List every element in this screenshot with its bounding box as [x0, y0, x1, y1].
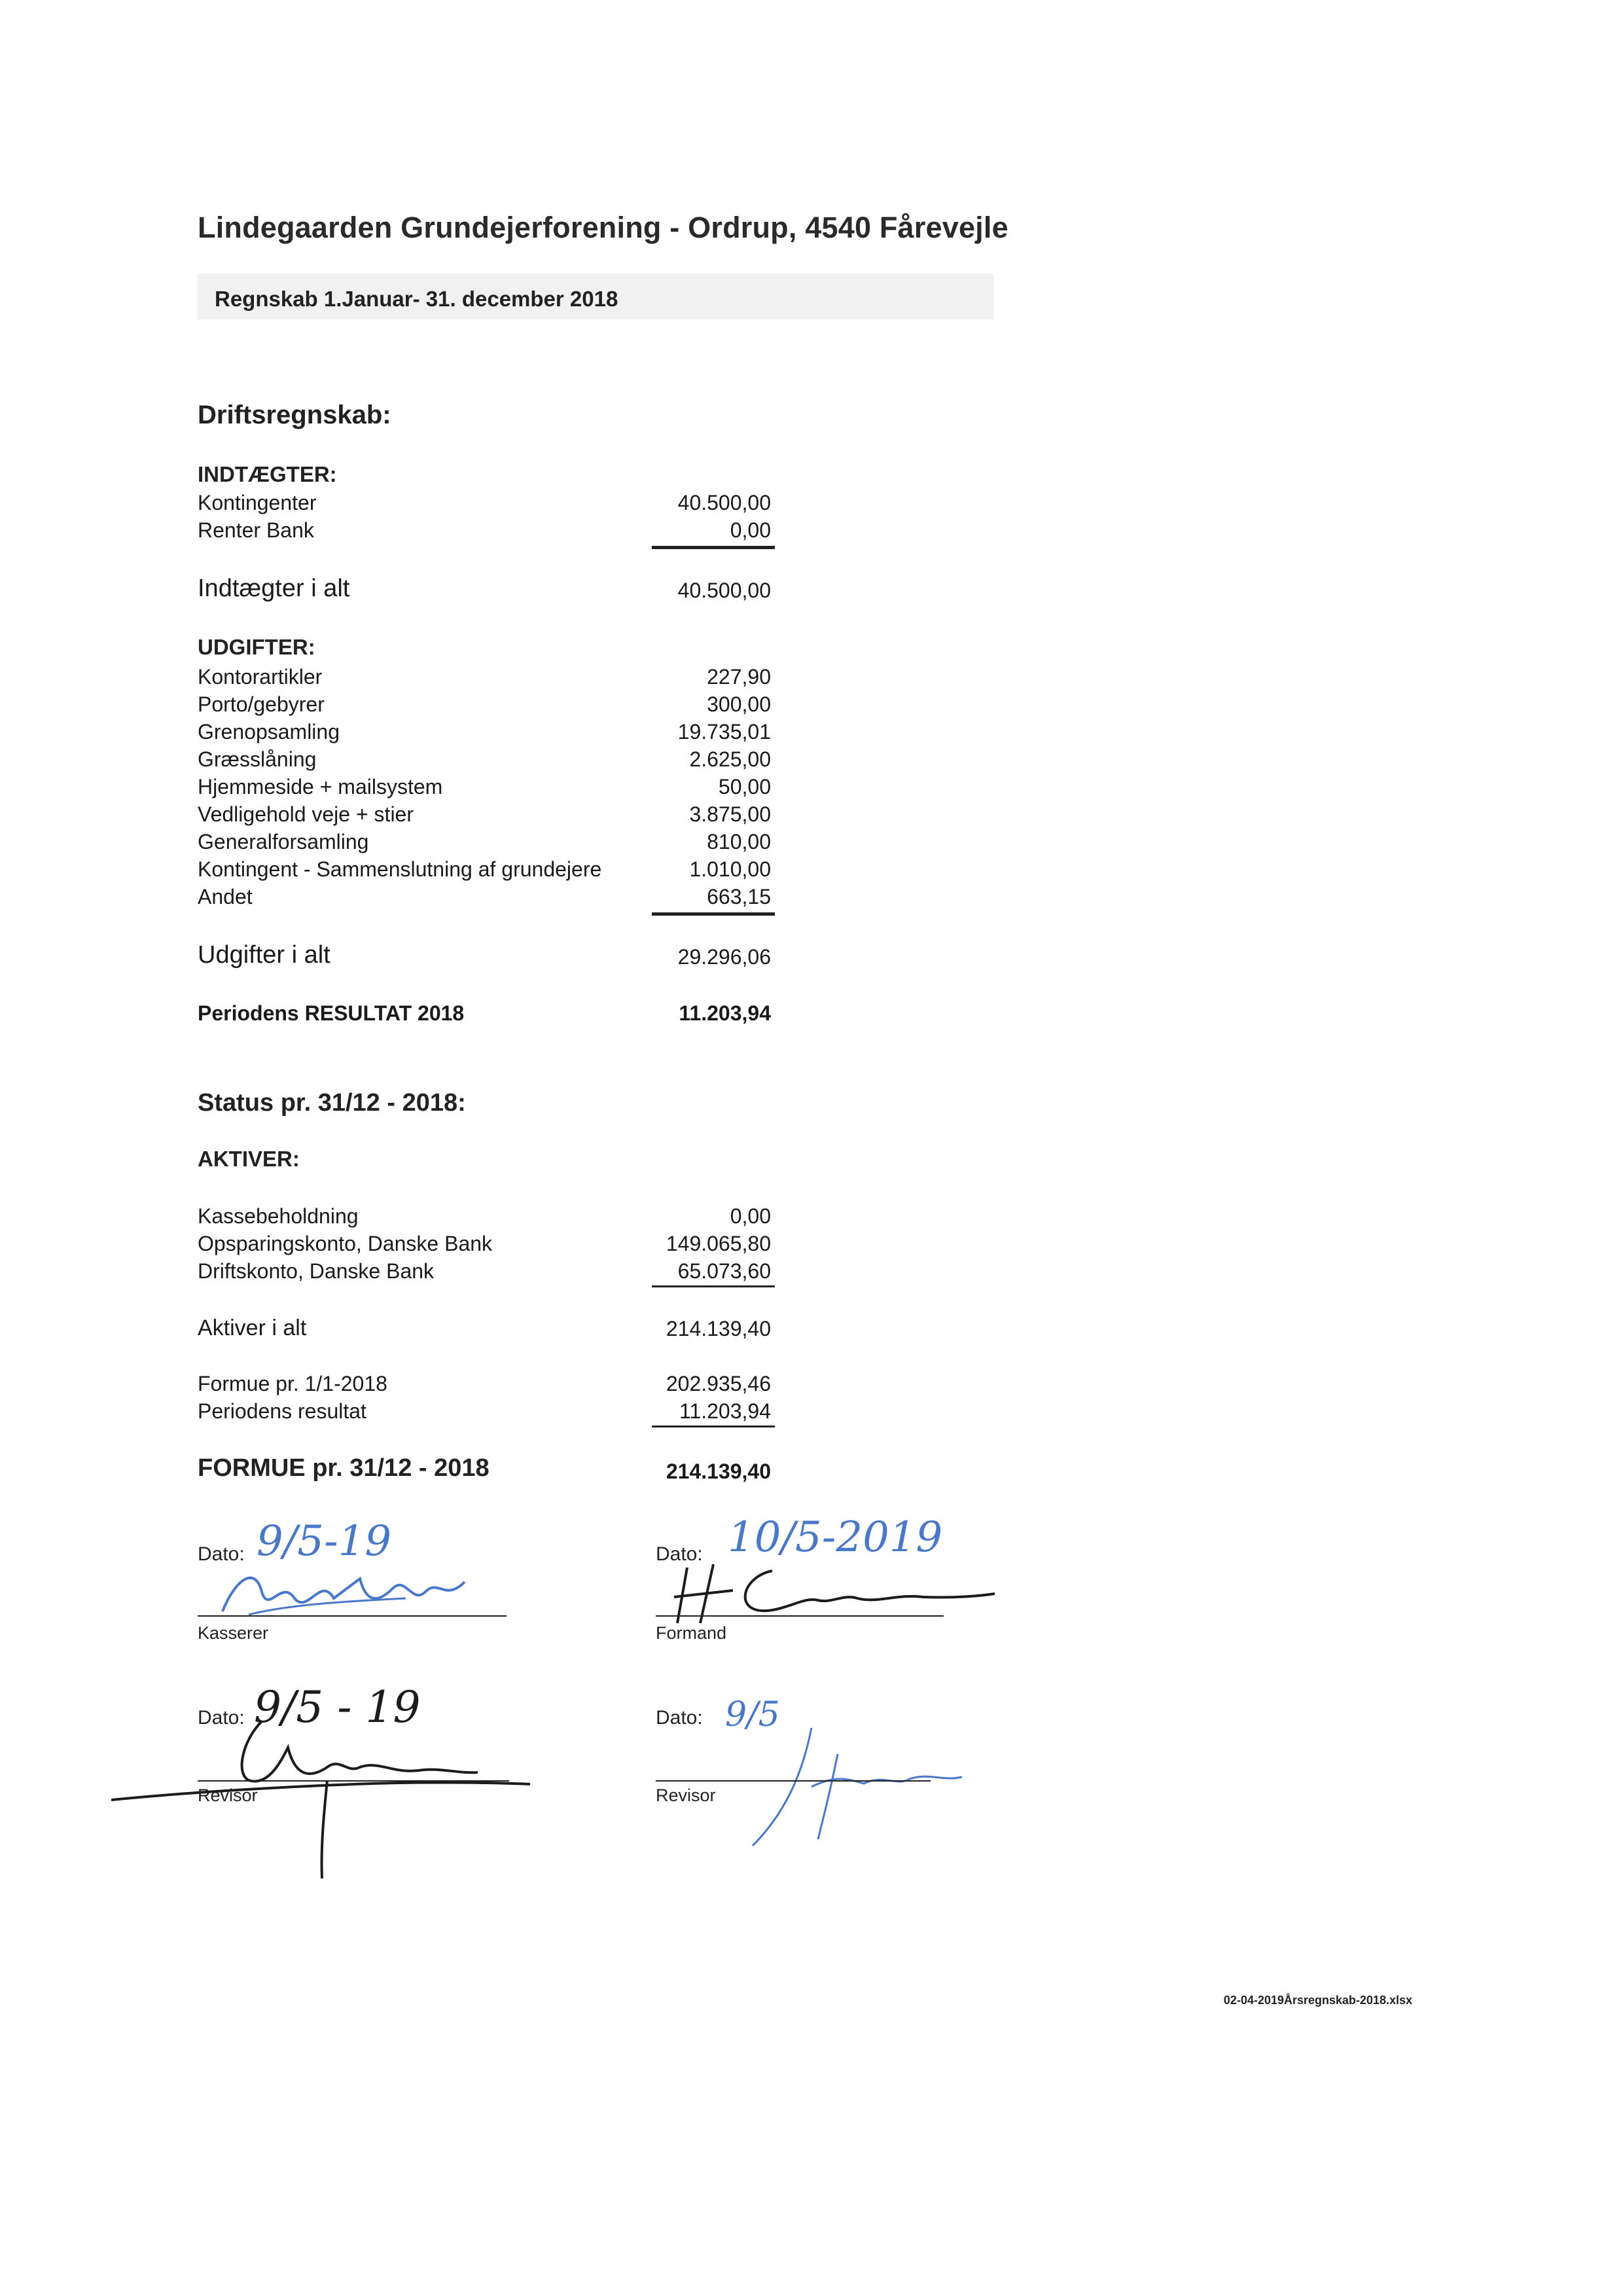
date-label: Dato:	[656, 1543, 703, 1565]
expense-value: 810,00	[707, 830, 771, 853]
income-value: 0,00	[730, 518, 771, 542]
expense-value: 663,15	[707, 885, 771, 908]
expense-value: 19.735,01	[677, 720, 771, 744]
revisor-signature	[740, 1715, 988, 1852]
income-label: Renter Bank	[198, 518, 314, 542]
handwritten-date: 9/5-19	[257, 1517, 392, 1566]
formand-signature	[661, 1558, 1001, 1630]
expense-label: Generalforsamling	[198, 830, 369, 853]
equity-total-label: FORMUE pr. 31/12 - 2018	[198, 1454, 490, 1482]
equity-label: Formue pr. 1/1-2018	[198, 1372, 387, 1395]
signature-line	[198, 1615, 507, 1617]
expense-total-label: Udgifter i alt	[198, 941, 330, 969]
signature-line	[198, 1780, 509, 1782]
expense-label: Grenopsamling	[198, 720, 340, 744]
handwritten-date: 9/5 - 19	[254, 1682, 421, 1732]
expense-label: Kontorartikler	[198, 665, 323, 689]
drift-heading: Driftsregnskab:	[198, 401, 391, 429]
equity-value: 202.935,46	[666, 1372, 771, 1395]
date-label: Dato:	[198, 1543, 245, 1565]
income-label: Kontingenter	[198, 491, 317, 514]
income-value: 40.500,00	[677, 491, 771, 514]
subtotal-rule	[652, 912, 775, 916]
expense-value: 3.875,00	[689, 802, 771, 826]
status-heading: Status pr. 31/12 - 2018:	[198, 1089, 466, 1117]
expense-heading: UDGIFTER:	[198, 635, 315, 659]
date-label: Dato:	[198, 1707, 245, 1729]
assets-total-value: 214.139,40	[666, 1317, 771, 1340]
formand-role: Formand	[656, 1623, 727, 1643]
income-total-value: 40.500,00	[677, 579, 771, 602]
equity-value: 11.203,94	[679, 1399, 771, 1423]
expense-value: 2.625,00	[689, 747, 771, 771]
kasserer-role: Kasserer	[198, 1623, 269, 1643]
expense-label: Græsslåning	[198, 747, 317, 771]
expense-label: Hjemmeside + mailsystem	[198, 775, 443, 798]
equity-label: Periodens resultat	[198, 1399, 366, 1423]
kasserer-signature	[209, 1552, 484, 1624]
equity-total-value: 214.139,40	[666, 1460, 771, 1483]
subtotal-rule	[652, 546, 775, 549]
income-heading: INDTÆGTER:	[198, 462, 337, 486]
expense-value: 1.010,00	[689, 857, 771, 881]
result-value: 11.203,94	[679, 1001, 771, 1025]
asset-value: 0,00	[730, 1204, 771, 1228]
asset-value: 65.073,60	[677, 1259, 771, 1283]
date-label: Dato:	[656, 1707, 703, 1729]
revisor-signature	[111, 1702, 543, 1885]
expense-total-value: 29.296,06	[677, 945, 771, 969]
asset-value: 149.065,80	[666, 1232, 771, 1255]
subtotal-rule	[652, 1426, 775, 1427]
result-label: Periodens RESULTAT 2018	[198, 1001, 465, 1025]
asset-label: Driftskonto, Danske Bank	[198, 1259, 435, 1283]
asset-label: Opsparingskonto, Danske Bank	[198, 1232, 493, 1255]
expense-label: Porto/gebyrer	[198, 692, 325, 716]
signature-line	[656, 1780, 931, 1782]
expense-label: Andet	[198, 885, 253, 908]
signature-line	[656, 1615, 944, 1617]
subtotal-rule	[652, 1285, 775, 1287]
expense-value: 50,00	[718, 775, 771, 798]
income-total-label: Indtægter i alt	[198, 575, 350, 602]
assets-total-label: Aktiver i alt	[198, 1316, 307, 1340]
document-subtitle: Regnskab 1.Januar- 31. december 2018	[215, 287, 618, 311]
expense-label: Kontingent - Sammenslutning af grundejere	[198, 857, 602, 881]
expense-label: Vedligehold veje + stier	[198, 802, 414, 826]
assets-heading: AKTIVER:	[198, 1147, 300, 1171]
expense-value: 227,90	[707, 665, 771, 689]
source-filename: 02-04-2019Årsregnskab-2018.xlsx	[1223, 1994, 1412, 2007]
expense-value: 300,00	[707, 692, 771, 716]
revisor-role: Revisor	[656, 1785, 716, 1805]
handwritten-date: 9/5	[725, 1695, 780, 1734]
handwritten-date: 10/5-2019	[728, 1513, 943, 1562]
document-title: Lindegaarden Grundejerforening - Ordrup, 4540 Fårevejle	[198, 211, 1008, 244]
revisor-role: Revisor	[198, 1785, 258, 1805]
asset-label: Kassebeholdning	[198, 1204, 359, 1228]
